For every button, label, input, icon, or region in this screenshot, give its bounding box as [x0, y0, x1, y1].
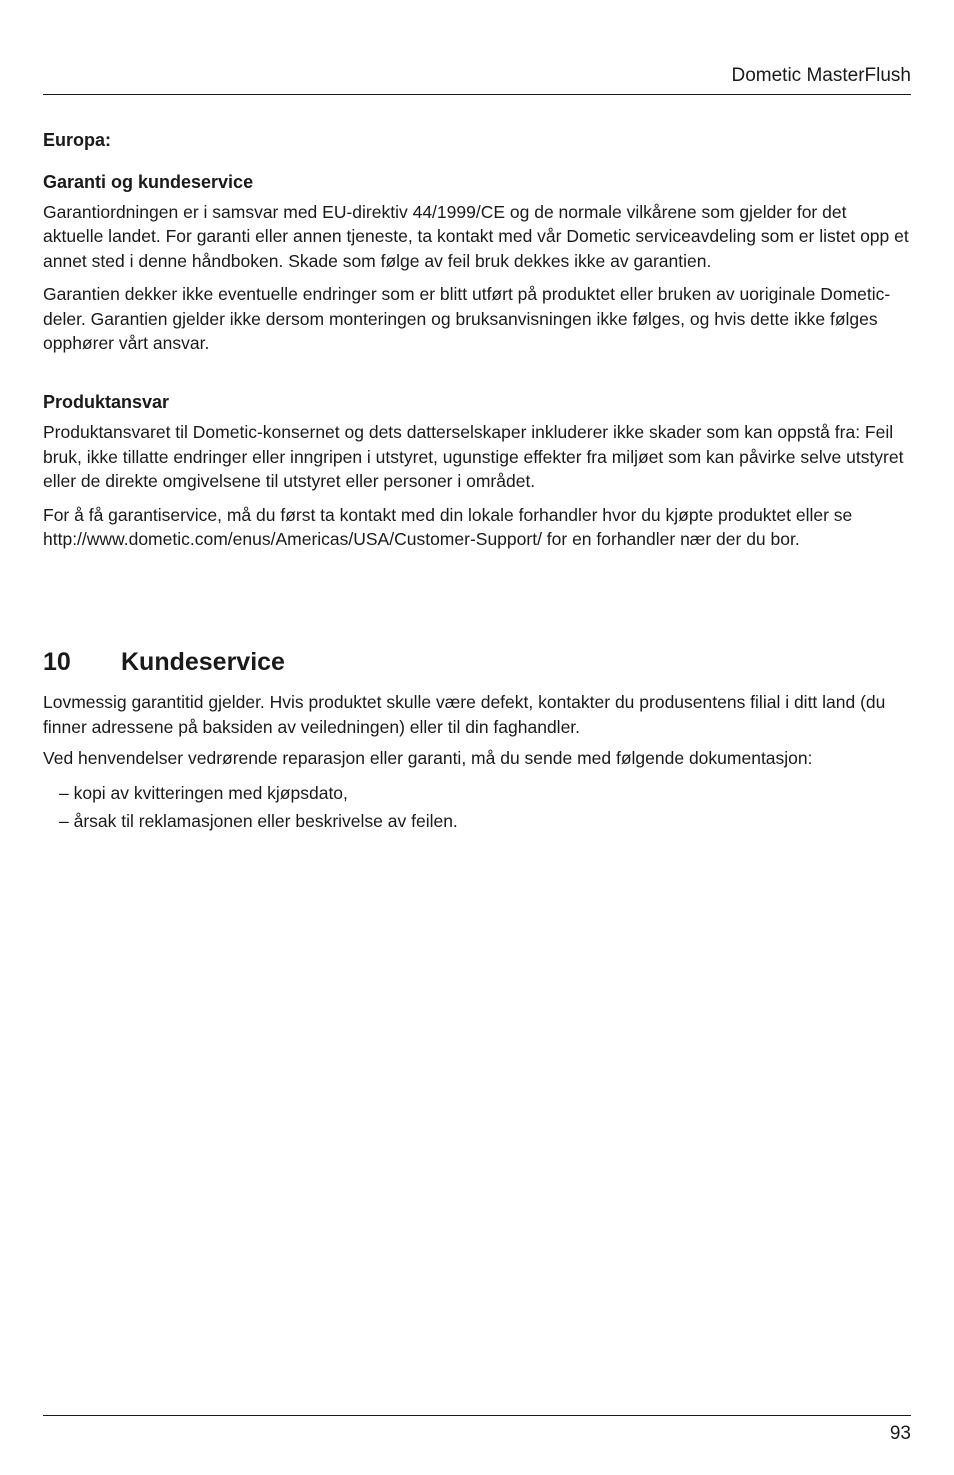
liability-heading: Produktansvar [43, 392, 170, 413]
header-divider [43, 94, 911, 95]
page-content [43, 120, 911, 836]
chapter-paragraph: Ved henvendelser vedrørende reparasjon eller garanti, må du sende med følgende dokumentasjon: [43, 748, 813, 769]
chapter-paragraph: Lovmessig garantitid gjelder. Hvis produktet skulle være defekt, kontakter du produsentens filial i ditt land (du finner adressene på baksiden av veiledningen) eller til din faghandler. [43, 692, 886, 737]
footer-divider [43, 1415, 911, 1416]
list-item: – kopi av kvitteringen med kjøpsdato, [59, 782, 348, 803]
documentation-list [43, 779, 911, 836]
warranty-paragraph: Garantien dekker ikke eventuelle endringer som er blitt utført på produktet eller bruken av uoriginale Dometic-deler. Garantien gjelder ikke dersom monteringen og bruksanvisningen ikke følges, og hvis dette ikke følges opphører vårt ansvar. [43, 284, 891, 354]
page-number: 93 [889, 1423, 911, 1444]
chapter-heading [43, 645, 911, 679]
liability-paragraph: For å få garantiservice, må du først ta kontakt med din lokale forhandler hvor du kjøpte produktet eller se http://www.dometic.com/enus/Americas/USA/Customer-Support/ for en forhandler nær der du bor. [43, 504, 853, 550]
chapter-number: 10 [43, 648, 71, 677]
liability-paragraph: Produktansvaret til Dometic-konsernet og dets datterselskaper inkluderer ikke skader som kan oppstå fra: Feil bruk, ikke tillatte endringer eller inngripen i utstyret, ugunstige effekter fra miljøet som kan påvirke selve utstyret eller de direkte omgivelsene til utstyret eller personer i området. [43, 422, 904, 492]
warranty-heading: Garanti og kundeservice [43, 172, 254, 192]
region-heading: Europa: [43, 130, 112, 150]
chapter-title: Kundeservice [121, 648, 285, 677]
warranty-paragraph: Garantiordningen er i samsvar med EU-direktiv 44/1999/CE og de normale vilkårene som gjelder for det aktuelle landet. For garanti eller annen tjeneste, ta kontakt med vår Dometic serviceavdeling som er listet opp et annet sted i denne håndboken. Skade som følge av feil bruk dekkes ikke av garantien. [43, 202, 909, 271]
list-item: – årsak til reklamasjonen eller beskrivelse av feilen. [59, 811, 458, 832]
running-header: Dometic MasterFlush [731, 65, 911, 86]
